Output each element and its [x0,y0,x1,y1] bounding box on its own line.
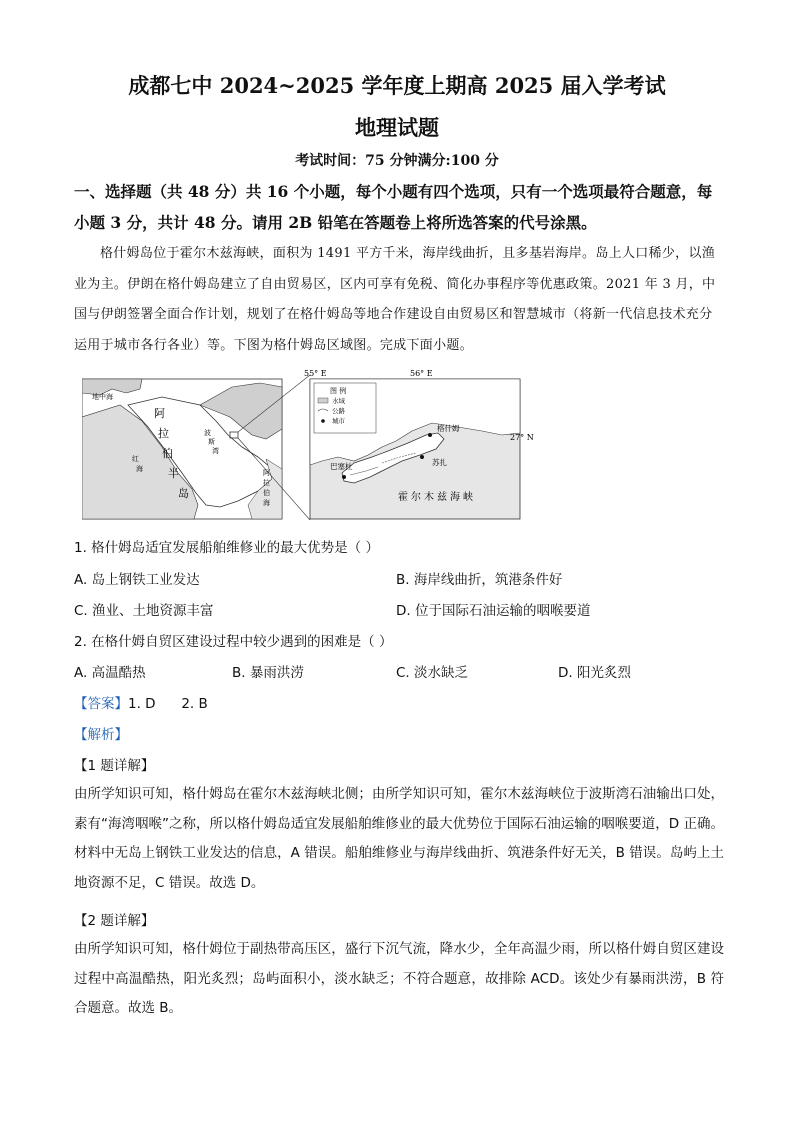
red-sea-char-2: 海 [136,465,143,473]
question-2-option-c: C. 淡水缺乏 [396,665,469,681]
question-2-option-a: A. 高温酷热 [74,665,146,681]
city-dot-3 [420,455,424,459]
peninsula-char-5: 岛 [178,487,189,500]
detail-map [304,369,534,519]
arab-sea-char-1: 阿 [263,469,270,477]
region-map [82,365,542,525]
peninsula-char-1: 阿 [154,407,165,420]
city2-label: 巴塞杜 [330,462,353,471]
legend-city: 城市 [332,417,345,425]
peninsula-char-3: 伯 [162,447,173,460]
explanation-2-heading: 【2 题详解】 [74,913,155,929]
subject-title: 地理试题 [355,115,439,140]
question-2-stem: 2. 在格什姆自贸区建设过程中较少遇到的困难是（ ） [74,634,393,650]
gulf-char-3: 湾 [212,447,219,455]
med-sea-label: 地中海 [92,393,113,401]
legend-water-swatch [318,398,328,403]
peninsula-char-2: 拉 [158,427,169,440]
city1-label: 格什姆 [437,424,460,433]
city3-label: 苏扎 [432,458,447,467]
explanation-1-text: 由所学知识可知，格什姆岛在霍尔木兹海峡北侧；由所学知识可知，霍尔木兹海峡位于波斯湾石油输出口处，素有“海湾咽喉”之称，所以格什姆岛适宜发展船舶维修业的最大优势位于国际石油运输的咽喉要道，D 正确。材料中无岛上钢铁工业发达的信息，A 错误。船舶维修业与海岸线曲折、筑港条件好无关，B 错误。岛屿上土地资源不足，C 错误。故选 D。 [74,786,724,891]
lon1-label: 55° E [304,369,327,378]
explanation-1-heading: 【1 题详解】 [74,758,155,774]
analysis-label: 【解析】 [74,727,128,743]
exam-title: 成都七中 2024~2025 学年度上期高 2025 届入学考试 [128,73,666,98]
answer-label: 【答案】 [74,696,128,712]
strait-label: 霍尔木兹海峡 [398,492,476,503]
exam-info: 考试时间：75 分钟满分:100 分 [295,153,499,169]
question-2-option-b: B. 暴雨洪涝 [232,665,304,681]
question-2-option-d: D. 阳光炙烈 [558,665,631,681]
explanation-2-text: 由所学知识可知，格什姆位于副热带高压区，盛行下沉气流，降水少，全年高温少雨，所以格什姆自贸区建设过程中高温酷热，阳光炙烈；岛屿面积小，淡水缺乏；不符合题意，故排除 ACD。该处少有暴雨洪涝，B 符合题意。故选 B。 [74,941,724,1016]
legend-title: 图 例 [330,387,347,395]
arab-sea-char-4: 海 [263,499,270,507]
legend-road: 公路 [332,407,345,415]
peninsula-char-4: 半 [168,467,179,480]
question-1-option-d: D. 位于国际石油运输的咽喉要道 [396,603,591,619]
reading-passage: 格什姆岛位于霍尔木兹海峡，面积为 1491 平方千米，海岸线曲折，且多基岩海岸。岛上人口稀少，以渔业为主。伊朗在格什姆岛建立了自由贸易区，区内可享有免税、简化办事程序等优惠政策。2021 年 3 月，中国与伊朗签署全面合作计划，规划了在格什姆岛等地合作建设自由贸易区和智慧城市（将新一代信息技术充分运用于城市各行各业）等。下图为格什姆岛区域图。完成下面小题。 [74,246,716,353]
answer-line [74,692,208,712]
question-1-option-a: A. 岛上钢铁工业发达 [74,572,200,588]
lat-label: 27° N [510,433,534,442]
arab-sea-char-3: 伯 [263,489,270,497]
gulf-char-1: 波 [204,429,211,437]
city-dot-2 [342,475,346,479]
lon2-label: 56° E [410,369,433,378]
question-1-option-b: B. 海岸线曲折，筑港条件好 [396,572,563,588]
legend-water: 水域 [332,397,345,405]
city-dot-1 [428,433,432,437]
section-heading: 一、选择题（共 48 分）共 16 个小题，每个小题有四个选项，只有一个选项最符合题意，每小题 3 分，共计 48 分。请用 2B 铅笔在答题卷上将所选答案的代号涂黑。 [74,182,713,232]
legend-city-dot [321,419,325,423]
question-1-stem: 1. 格什姆岛适宜发展船舶维修业的最大优势是（ ） [74,540,379,556]
gulf-char-2: 斯 [208,438,215,446]
arab-sea-char-2: 拉 [263,479,270,487]
question-1-option-c: C. 渔业、土地资源丰富 [74,603,214,619]
locator-map [82,375,310,520]
red-sea-char-1: 红 [132,455,139,463]
answer-values: 1. D 2. B [128,696,208,712]
